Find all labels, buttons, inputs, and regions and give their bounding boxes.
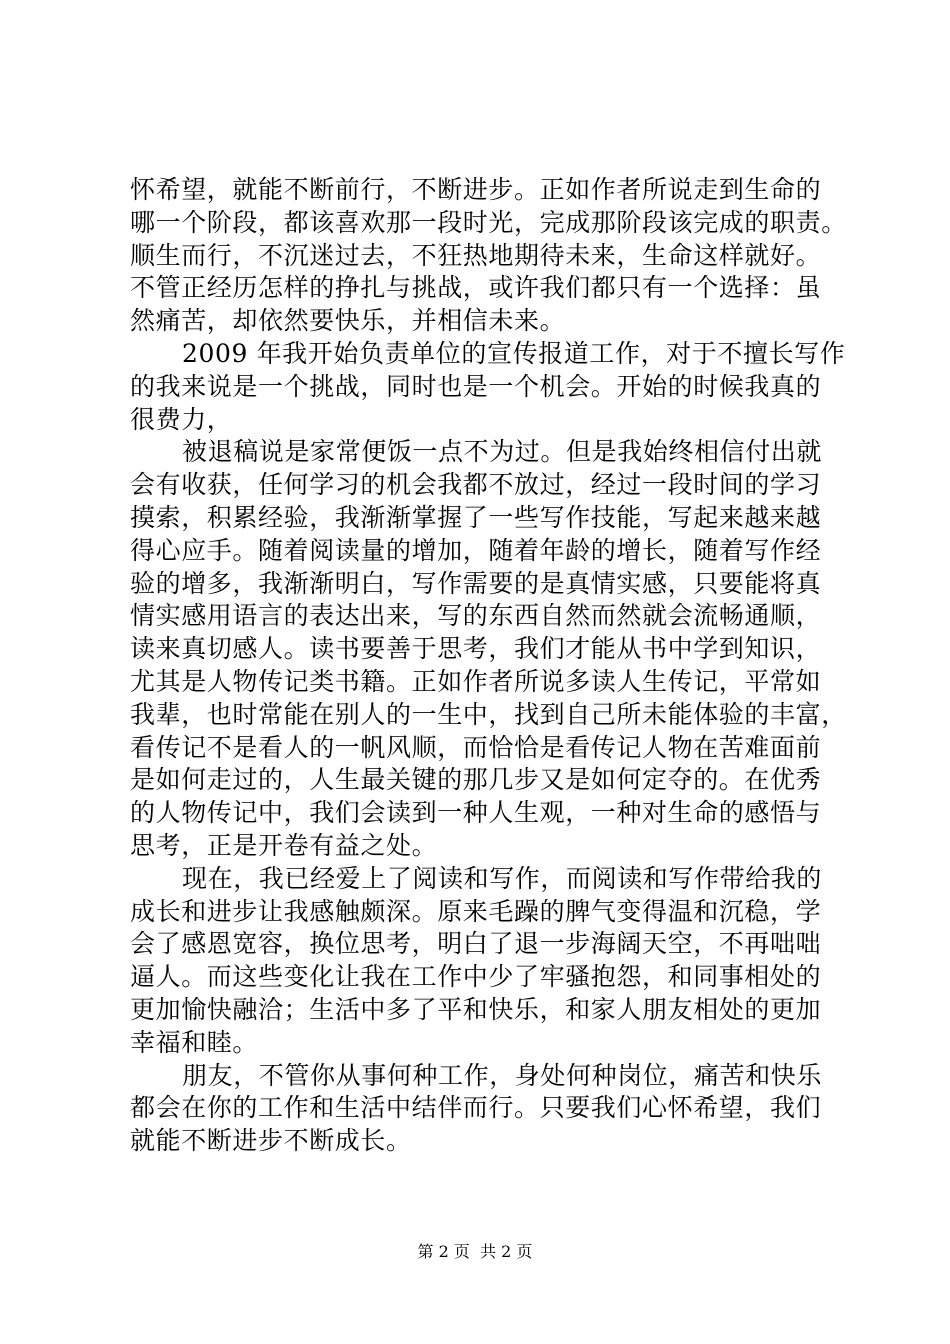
text-line: 很费力， <box>130 404 233 434</box>
text-line: 尤其是人物传记类书籍。正如作者所说多读人生传记，平常如 <box>130 666 822 696</box>
text-line: 会有收获，任何学习的机会我都不放过，经过一段时间的学习 <box>130 470 822 500</box>
text-line: 读来真切感人。读书要善于思考，我们才能从书中学到知识， <box>130 634 822 664</box>
text-line: 情实感用语言的表达出来，写的东西自然而然就会流畅通顺， <box>130 601 822 631</box>
text-line: 成长和进步让我感触颇深。原来毛躁的脾气变得温和沉稳，学 <box>130 896 822 926</box>
text-line: 验的增多，我渐渐明白，写作需要的是真情实感，只要能将真 <box>130 568 822 598</box>
text-line: 思考，正是开卷有益之处。 <box>130 830 438 860</box>
text-line: 的我来说是一个挑战，同时也是一个机会。开始的时候我真的 <box>130 371 822 401</box>
text-line: 2009 年我开始负责单位的宣传报道工作，对于不擅长写作 <box>182 338 846 368</box>
text-line: 朋友，不管你从事何种工作，身处何种岗位，痛苦和快乐 <box>182 1060 823 1090</box>
text-line: 然痛苦，却依然要快乐，并相信未来。 <box>130 306 566 336</box>
text-line: 得心应手。随着阅读量的增加，随着年龄的增长，随着写作经 <box>130 535 822 565</box>
text-line: 是如何走过的，人生最关键的那几步又是如何定夺的。在优秀 <box>130 765 822 795</box>
text-line: 被退稿说是家常便饭一点不为过。但是我始终相信付出就 <box>182 437 823 467</box>
text-line: 都会在你的工作和生活中结伴而行。只要我们心怀希望，我们 <box>130 1093 822 1123</box>
text-line: 我辈，也时常能在别人的一生中，找到自己所未能体验的丰富， <box>130 699 847 729</box>
text-line: 哪一个阶段，都该喜欢那一段时光，完成那阶段该完成的职责。 <box>130 207 847 237</box>
page-number-label: 第 2 页 共 2 页 <box>417 1242 533 1261</box>
text-line: 会了感恩宽容，换位思考，明白了退一步海阔天空，不再咄咄 <box>130 929 822 959</box>
text-line: 的人物传记中，我们会读到一种人生观，一种对生命的感悟与 <box>130 798 822 828</box>
text-line: 幸福和睦。 <box>130 1027 259 1057</box>
text-line: 摸索，积累经验，我渐渐掌握了一些写作技能，写起来越来越 <box>130 502 822 532</box>
text-line: 看传记不是看人的一帆风顺，而恰恰是看传记人物在苦难面前 <box>130 732 822 762</box>
text-line: 顺生而行，不沉迷过去，不狂热地期待未来，生命这样就好。 <box>130 240 822 270</box>
page-footer <box>0 1242 950 1262</box>
text-line: 逼人。而这些变化让我在工作中少了牢骚抱怨，和同事相处的 <box>130 962 822 992</box>
text-line: 不管正经历怎样的挣扎与挑战，或许我们都只有一个选择：虽 <box>130 273 822 303</box>
body-text <box>130 174 847 1158</box>
text-line: 就能不断进步不断成长。 <box>130 1126 412 1156</box>
text-line: 怀希望，就能不断前行，不断进步。正如作者所说走到生命的 <box>130 175 822 204</box>
text-line: 现在，我已经爱上了阅读和写作，而阅读和写作带给我的 <box>182 863 823 893</box>
text-line: 更加愉快融洽；生活中多了平和快乐，和家人朋友相处的更加 <box>130 994 822 1024</box>
